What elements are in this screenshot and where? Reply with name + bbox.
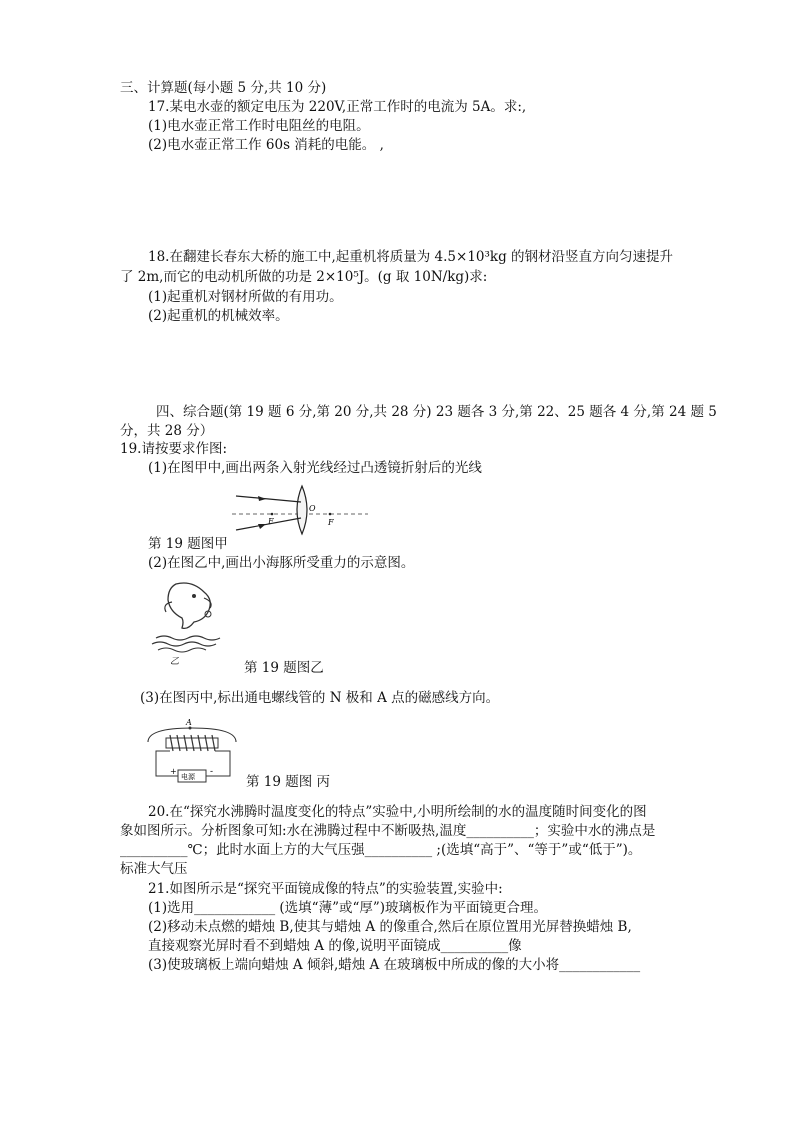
focus-label-right: F (328, 518, 334, 527)
figure-19b-label: 乙 (170, 657, 180, 666)
figure-19a-caption: 第 19 题图甲 (148, 536, 228, 552)
q18-line2: 了 2m,而它的电动机所做的功是 2×10⁵J。(g 取 10N/kg)求: (120, 269, 488, 285)
q19-stem: 19.请按要求作图: (120, 441, 228, 457)
q19-part3: (3)在图丙中,标出通电螺线管的 N 极和 A 点的磁感线方向。 (140, 690, 500, 706)
q21-part3: (3)使玻璃板上端向蜡烛 A 倾斜,蜡烛 A 在玻璃板中所成的像的大小将____________ (148, 957, 641, 973)
center-label: O (309, 504, 316, 513)
incident-ray-1 (236, 496, 301, 502)
q20-line1: 20.在“探究水沸腾时温度变化的特点”实验中,小明所绘制的水的温度随时间变化的图 (148, 804, 647, 820)
q17-stem: 17.某电水壶的额定电压为 220V,正常工作时的电流为 5A。求:, (148, 99, 527, 115)
ray-2-arrow (258, 524, 266, 529)
q17-part2: (2)电水壶正常工作 60s 消耗的电能。 , (148, 137, 384, 153)
figure-19a-lens-diagram (232, 484, 370, 536)
focus-point-right (329, 513, 332, 516)
dolphin-eye (192, 594, 196, 598)
q21-part2-line2: 直接观察光屏时看不到蜡烛 A 的像,说明平面镜成__________像 (148, 938, 522, 954)
q20-line4: 标准大气压 (120, 861, 188, 877)
q19-part1: (1)在图甲中,画出两条入射光线经过凸透镜折射后的光线 (148, 460, 482, 476)
q18-line1: 18.在翻建长春东大桥的施工中,起重机将质量为 4.5×10³kg 的钢材沿竖直方向匀速提升 (148, 249, 674, 265)
q18-part2: (2)起重机的机械效率。 (148, 308, 289, 324)
water-wave-3 (158, 648, 206, 652)
section3-title: 三、计算题(每小题 5 分,共 10 分) (120, 80, 327, 96)
q19-part2: (2)在图乙中,画出小海豚所受重力的示意图。 (148, 555, 415, 571)
convex-lens (297, 486, 307, 534)
q21-part2-line1: (2)移动未点燃的蜡烛 B,使其与蜡烛 A 的像重合,然后在原位置用光屏替换蜡烛 B, (148, 919, 632, 935)
q20-line3: __________℃；此时水面上方的大气压强__________ ;(选填“高于”、“等于”或“低于”)。 (120, 842, 642, 858)
figure-19b-dolphin-diagram (148, 578, 228, 666)
point-a-label: A (186, 718, 192, 727)
plus-terminal-label: + (170, 767, 177, 776)
focus-label-left: F (268, 517, 274, 526)
q21-stem: 21.如图所示是“探究平面镜成像的特点”的实验装置,实验中: (148, 881, 503, 897)
q21-part1: (1)选用____________ (选填“薄”或“厚”)玻璃板作为平面镜更合理。 (148, 900, 548, 916)
section4-title-line2: 分，共 28 分） (120, 423, 214, 439)
minus-terminal-label: - (210, 767, 214, 777)
figure-19b-caption: 第 19 题图乙 (244, 660, 324, 676)
q20-line2: 象如图所示。分析图象可知:水在沸腾过程中不断吸热,温度__________；实验中水的沸点是 (120, 823, 656, 839)
water-wave-1 (156, 636, 220, 640)
water-wave-2 (152, 642, 216, 646)
dolphin-body (168, 583, 210, 628)
q18-part1: (1)起重机对钢材所做的有用功。 (148, 289, 343, 305)
figure-19c-caption: 第 19 题图 丙 (246, 774, 331, 790)
figure-19c-solenoid-diagram (142, 716, 244, 786)
focus-point-left (271, 513, 274, 516)
q17-part1: (1)电水壶正常工作时电阻丝的电阻。 (148, 118, 370, 134)
power-source-label: 电源 (181, 773, 195, 781)
section4-title-line1: 四、综合题(第 19 题 6 分,第 20 分,共 28 分) 23 题各 3 分,第 22、25 题各 4 分,第 24 题 5 (156, 404, 717, 420)
